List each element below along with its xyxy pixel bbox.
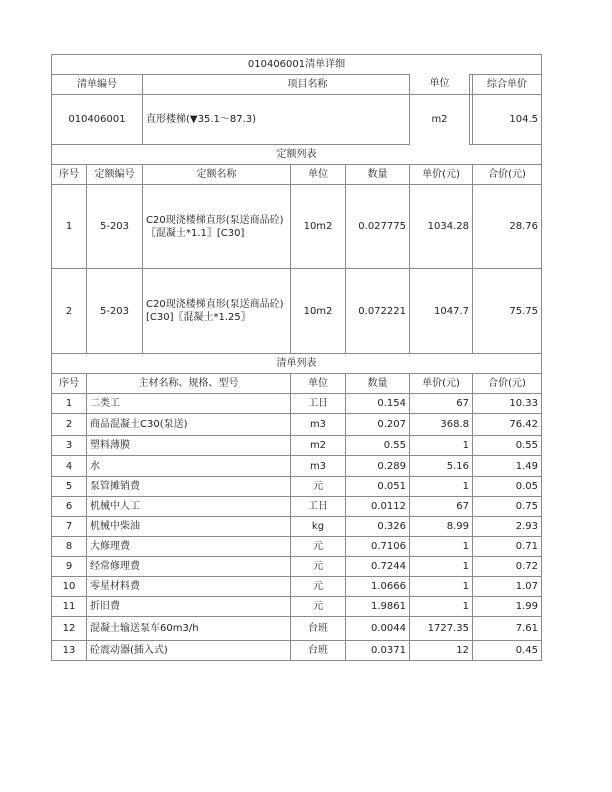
material-qty: 0.7106 (346, 537, 410, 557)
material-price: 1727.35 (410, 617, 473, 641)
table-title: 010406001清单详细 (52, 55, 542, 75)
material-seq: 8 (52, 537, 87, 557)
quota-code: 5-203 (87, 269, 143, 354)
quota-code: 5-203 (87, 185, 143, 269)
material-seq: 9 (52, 557, 87, 577)
item-unit: m2 (431, 114, 448, 125)
quota-col-unit: 单位 (291, 165, 346, 185)
material-price: 1 (410, 597, 473, 617)
quota-unit: 10m2 (291, 185, 346, 269)
header-name-label: 项目名称 (143, 75, 473, 95)
material-unit: 工日 (291, 394, 346, 414)
detail-table (51, 54, 542, 661)
material-qty: 0.051 (346, 477, 410, 497)
quota-price: 1034.28 (410, 185, 473, 269)
material-seq: 2 (52, 414, 87, 436)
material-qty: 0.0371 (346, 641, 410, 661)
material-price: 5.16 (410, 456, 473, 477)
material-qty: 1.9861 (346, 597, 410, 617)
quota-seq: 1 (52, 185, 87, 269)
quota-col-code: 定额编号 (87, 165, 143, 185)
material-name: 砼震动器(插入式) (87, 641, 291, 661)
material-total: 10.33 (473, 394, 542, 414)
item-name: 直形楼梯(▼35.1～87.3) (143, 95, 473, 145)
material-unit: 元 (291, 477, 346, 497)
quota-col-name: 定额名称 (143, 165, 291, 185)
item-unit-overlay (409, 74, 470, 145)
quota-row (52, 185, 542, 269)
quota-row (52, 269, 542, 354)
material-row (52, 477, 542, 497)
material-price: 67 (410, 394, 473, 414)
material-total: 2.93 (473, 517, 542, 537)
materials-col-name: 主材名称、规格、型号 (87, 374, 291, 394)
material-unit: m3 (291, 456, 346, 477)
material-row (52, 394, 542, 414)
material-seq: 1 (52, 394, 87, 414)
material-seq: 13 (52, 641, 87, 661)
quota-price: 1047.7 (410, 269, 473, 354)
materials-col-seq: 序号 (52, 374, 87, 394)
material-price: 1 (410, 577, 473, 597)
quota-col-qty: 数量 (346, 165, 410, 185)
material-row (52, 414, 542, 436)
material-price: 1 (410, 436, 473, 456)
material-total: 0.72 (473, 557, 542, 577)
material-seq: 5 (52, 477, 87, 497)
material-total: 76.42 (473, 414, 542, 436)
quota-col-total: 合价(元) (473, 165, 542, 185)
material-seq: 3 (52, 436, 87, 456)
quota-name: C20现浇楼梯直形(泵送商品砼)[C30]〖混凝土*1.25〗 (143, 269, 291, 354)
materials-col-total: 合价(元) (473, 374, 542, 394)
material-name: 商品混凝土C30(泵送) (87, 414, 291, 436)
quota-unit: 10m2 (291, 269, 346, 354)
material-unit: 台班 (291, 617, 346, 641)
material-qty: 0.55 (346, 436, 410, 456)
quota-name: C20现浇楼梯直形(泵送商品砼)〖混凝土*1.1〗[C30] (143, 185, 291, 269)
material-total: 0.05 (473, 477, 542, 497)
material-unit: m3 (291, 414, 346, 436)
material-row (52, 597, 542, 617)
material-unit: 元 (291, 597, 346, 617)
material-price: 1 (410, 557, 473, 577)
material-qty: 0.207 (346, 414, 410, 436)
material-seq: 6 (52, 497, 87, 517)
material-total: 0.55 (473, 436, 542, 456)
material-price: 368.8 (410, 414, 473, 436)
material-name: 二类工 (87, 394, 291, 414)
quota-col-price: 单价(元) (410, 165, 473, 185)
material-row (52, 557, 542, 577)
materials-col-qty: 数量 (346, 374, 410, 394)
material-name: 折旧费 (87, 597, 291, 617)
material-total: 0.75 (473, 497, 542, 517)
material-total: 0.45 (473, 641, 542, 661)
material-total: 1.99 (473, 597, 542, 617)
material-name: 塑料薄膜 (87, 436, 291, 456)
material-unit: 台班 (291, 641, 346, 661)
material-price: 1 (410, 537, 473, 557)
material-unit: m2 (291, 436, 346, 456)
materials-col-unit: 单位 (291, 374, 346, 394)
material-row (52, 617, 542, 641)
material-row (52, 456, 542, 477)
item-code: 010406001 (52, 95, 143, 145)
material-price: 1 (410, 477, 473, 497)
material-seq: 7 (52, 517, 87, 537)
material-name: 泵管摊销费 (87, 477, 291, 497)
material-total: 1.49 (473, 456, 542, 477)
material-qty: 0.154 (346, 394, 410, 414)
header-unit-label: 单位 (410, 74, 469, 95)
material-seq: 11 (52, 597, 87, 617)
material-name: 水 (87, 456, 291, 477)
material-row (52, 641, 542, 661)
material-price: 12 (410, 641, 473, 661)
material-row (52, 497, 542, 517)
materials-col-price: 单价(元) (410, 374, 473, 394)
material-total: 0.71 (473, 537, 542, 557)
quota-total: 75.75 (473, 269, 542, 354)
material-name: 机械中人工 (87, 497, 291, 517)
material-name: 经常修理费 (87, 557, 291, 577)
header-code-label: 清单编号 (52, 75, 143, 95)
material-unit: 工日 (291, 497, 346, 517)
material-unit: 元 (291, 557, 346, 577)
material-name: 混凝土输送泵车60m3/h (87, 617, 291, 641)
material-name: 零星材料费 (87, 577, 291, 597)
material-seq: 10 (52, 577, 87, 597)
material-qty: 0.326 (346, 517, 410, 537)
material-row (52, 537, 542, 557)
material-unit: 元 (291, 537, 346, 557)
material-seq: 12 (52, 617, 87, 641)
material-price: 8.99 (410, 517, 473, 537)
material-name: 机械中柴油 (87, 517, 291, 537)
material-unit: kg (291, 517, 346, 537)
quota-section-title: 定额列表 (52, 145, 542, 165)
material-qty: 0.7244 (346, 557, 410, 577)
material-qty: 0.0044 (346, 617, 410, 641)
material-qty: 0.0112 (346, 497, 410, 517)
material-qty: 0.289 (346, 456, 410, 477)
quota-col-seq: 序号 (52, 165, 87, 185)
item-price: 104.5 (473, 95, 542, 145)
quota-total: 28.76 (473, 185, 542, 269)
material-qty: 1.0666 (346, 577, 410, 597)
header-price-label: 综合单价 (473, 75, 542, 95)
quota-qty: 0.027775 (346, 185, 410, 269)
materials-section-title: 清单列表 (52, 354, 542, 374)
material-total: 7.61 (473, 617, 542, 641)
quota-qty: 0.072221 (346, 269, 410, 354)
material-row (52, 436, 542, 456)
material-name: 大修理费 (87, 537, 291, 557)
material-seq: 4 (52, 456, 87, 477)
material-row (52, 577, 542, 597)
material-total: 1.07 (473, 577, 542, 597)
material-price: 67 (410, 497, 473, 517)
quota-seq: 2 (52, 269, 87, 354)
material-unit: 元 (291, 577, 346, 597)
material-row (52, 517, 542, 537)
